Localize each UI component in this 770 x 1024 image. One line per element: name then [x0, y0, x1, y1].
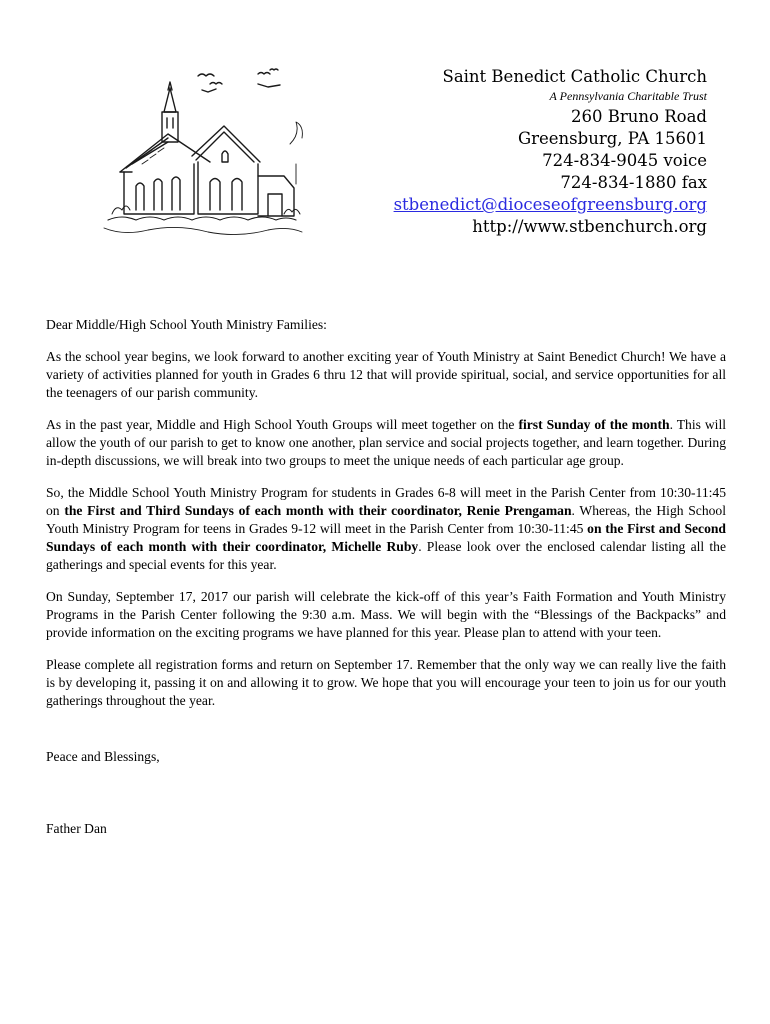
street-address: 260 Bruno Road: [571, 107, 707, 126]
city-address: Greensburg, PA 15601: [517, 129, 707, 148]
letter-body: [46, 316, 726, 852]
salutation: Dear Middle/High School Youth Ministry Families:: [46, 317, 327, 332]
church-trust: A Pennsylvania Charitable Trust: [549, 89, 707, 103]
letterhead: [394, 66, 707, 238]
paragraph-registration: Please complete all registration forms and return on September 17. Remember that the only way we can really live the faith is by developing it, passing it on and allowing it to grow. We hope that you will encourage your teen to join us for our youth gatherings throughout the year.: [46, 657, 726, 708]
paragraph-intro: As the school year begins, we look forward to another exciting year of Youth Ministry at Saint Benedict Church! We have a variety of activities planned for youth in Grades 6 thru 12 that will provide spiritual, social, and service opportunities for all the teenagers of our parish community.: [46, 349, 726, 400]
fax-number: 724-834-1880 fax: [560, 173, 707, 192]
paragraph-schedule: As in the past year, Middle and High School Youth Groups will meet together on the first Sunday of the month. This will allow the youth of our parish to get to know one another, plan service and social projects together, and learn together. During in-depth discussions, we will break into two groups to meet the unique needs of each particular age group.: [46, 417, 727, 468]
paragraph-kickoff: On Sunday, September 17, 2017 our parish will celebrate the kick-off of this year’s Faith Formation and Youth Ministry Programs in the Parish Center following the 9:30 a.m. Mass. We will begin with the “Blessings of the Backpacks” and provide information on the exciting programs we have planned for this year. Please plan to attend with your teen.: [46, 589, 726, 640]
voice-phone: 724-834-9045 voice: [542, 151, 707, 170]
church-name: Saint Benedict Catholic Church: [442, 67, 707, 86]
email-link[interactable]: stbenedict@dioceseofgreensburg.org: [393, 195, 707, 214]
signature: Father Dan: [46, 821, 107, 836]
closing: Peace and Blessings,: [46, 749, 160, 764]
church-illustration: [98, 64, 308, 244]
paragraph-programs: So, the Middle School Youth Ministry Program for students in Grades 6-8 will meet in the Parish Center from 10:30-11:45 on the First and Third Sundays of each month with their coordinator, Renie Prengaman. Whereas, the High School Youth Ministry Program for teens in Grades 9-12 will meet in the Parish Center from 10:30-11:45 on the First and Second Sundays of each month with their coordinator, Michelle Ruby. Please look over the enclosed calendar listing all the gatherings and special events for this year.: [46, 485, 726, 572]
website-link[interactable]: http://www.stbenchurch.org: [472, 217, 707, 236]
